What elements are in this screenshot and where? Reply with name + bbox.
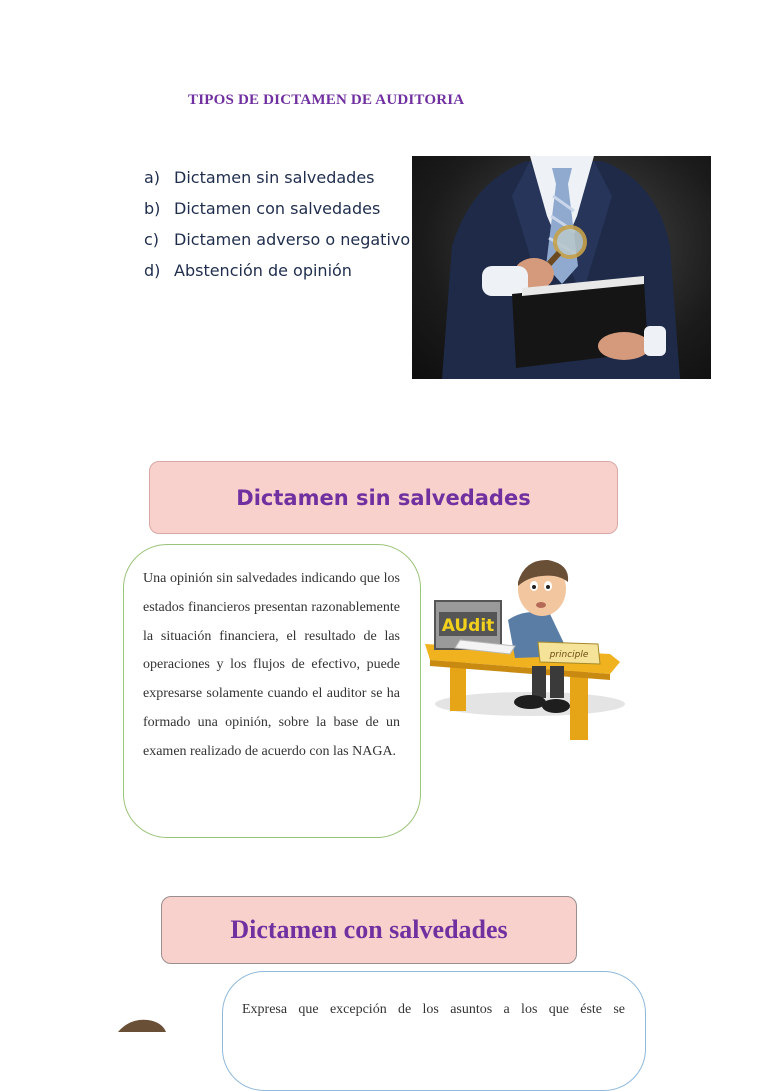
list-item	[144, 199, 410, 230]
list-label: Dictamen sin salvedades	[174, 168, 375, 187]
list-item	[144, 168, 410, 199]
list-label: Dictamen adverso o negativo	[174, 230, 411, 249]
list-label: Dictamen con salvedades	[174, 199, 381, 218]
list-letter: d)	[144, 261, 161, 280]
page-title: TIPOS DE DICTAMEN DE AUDITORIA	[188, 92, 465, 108]
dictamen-types-list	[144, 168, 410, 292]
definition-box-sin-salvedades	[123, 544, 421, 838]
list-letter: b)	[144, 199, 161, 218]
folder-label-text: principle	[549, 650, 589, 660]
definition-box-con-salvedades	[222, 971, 646, 1091]
list-label: Abstención de opinión	[174, 261, 352, 280]
list-letter: a)	[144, 168, 161, 187]
definition-text: Una opinión sin salvedades indicando que los estados financieros presentan razonablemente la situación financiera, el resultado de las operaciones y los flujos de efectivo, puede expresarse solamente cuando el auditor se ha formado una opinión, sobre la base de un examen realizado de acuerdo con las NAGA.	[143, 571, 400, 759]
audit-sign-text: AUdit	[441, 616, 495, 636]
definition-text: Expresa que excepción de los asuntos a los que éste se	[242, 1002, 625, 1017]
list-item	[144, 261, 410, 292]
partial-cartoon-figure	[110, 1012, 170, 1032]
businessman-magnifier-photo	[412, 156, 711, 379]
list-letter: c)	[144, 230, 160, 249]
businessman-illustration	[412, 156, 711, 379]
section-heading-sin-salvedades: Dictamen sin salvedades	[149, 461, 618, 534]
list-item	[144, 230, 410, 261]
section-heading-con-salvedades: Dictamen con salvedades	[161, 896, 577, 964]
auditor-at-desk-cartoon	[420, 556, 625, 746]
